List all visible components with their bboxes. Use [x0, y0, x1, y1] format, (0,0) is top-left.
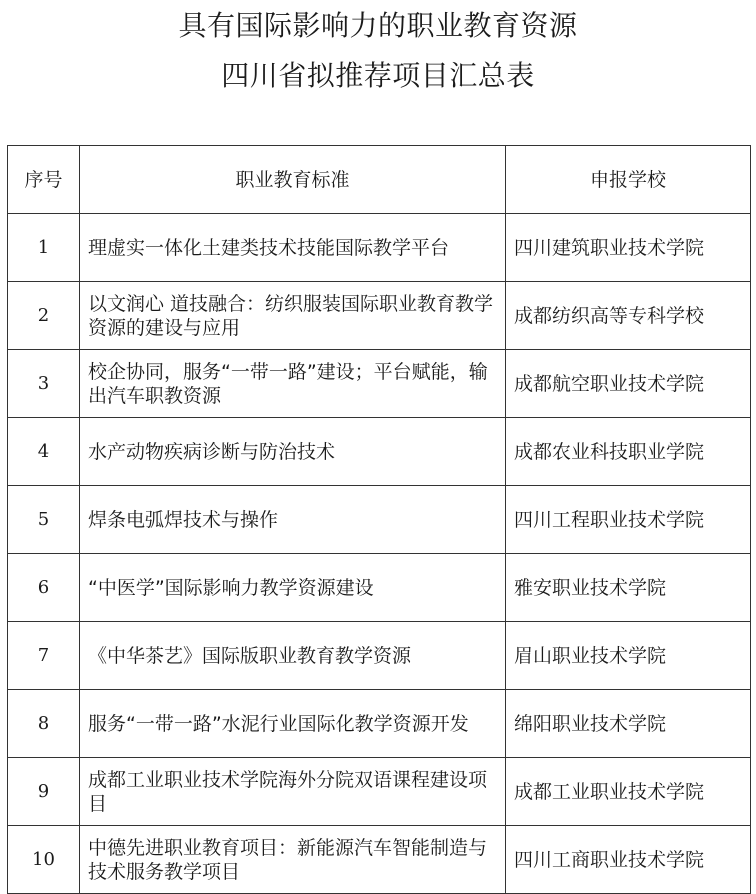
- table-row: [8, 554, 751, 622]
- row-number: 2: [8, 282, 80, 350]
- table-header-row: [8, 146, 751, 214]
- row-number: 10: [8, 826, 80, 894]
- table-row: [8, 350, 751, 418]
- row-number: 4: [8, 418, 80, 486]
- page-title-line-2: 四川省拟推荐项目汇总表: [221, 59, 535, 92]
- row-standard: “中医学”国际影响力教学资源建设: [80, 554, 506, 622]
- row-standard: 理虚实一体化土建类技术技能国际教学平台: [80, 214, 506, 282]
- table-row: [8, 282, 751, 350]
- row-standard: 中德先进职业教育项目：新能源汽车智能制造与技术服务教学项目: [80, 826, 506, 894]
- row-number: 3: [8, 350, 80, 418]
- header-standard: 职业教育标准: [80, 146, 506, 214]
- projects-table: [7, 145, 751, 894]
- row-standard: 焊条电弧焊技术与操作: [80, 486, 506, 554]
- row-school: 四川工程职业技术学院: [506, 486, 751, 554]
- table-row: [8, 486, 751, 554]
- table-row: [8, 214, 751, 282]
- table-row: [8, 758, 751, 826]
- table-row: [8, 690, 751, 758]
- row-school: 成都农业科技职业学院: [506, 418, 751, 486]
- row-number: 5: [8, 486, 80, 554]
- row-number: 9: [8, 758, 80, 826]
- header-number: 序号: [8, 146, 80, 214]
- row-standard: 成都工业职业技术学院海外分院双语课程建设项目: [80, 758, 506, 826]
- row-school: 眉山职业技术学院: [506, 622, 751, 690]
- row-number: 6: [8, 554, 80, 622]
- table-row: [8, 418, 751, 486]
- table-row: [8, 826, 751, 894]
- header-school: 申报学校: [506, 146, 751, 214]
- row-school: 成都纺织高等专科学校: [506, 282, 751, 350]
- row-standard: 服务“一带一路”水泥行业国际化教学资源开发: [80, 690, 506, 758]
- row-number: 7: [8, 622, 80, 690]
- row-school: 四川建筑职业技术学院: [506, 214, 751, 282]
- row-school: 四川工商职业技术学院: [506, 826, 751, 894]
- row-number: 8: [8, 690, 80, 758]
- row-school: 成都航空职业技术学院: [506, 350, 751, 418]
- row-school: 雅安职业技术学院: [506, 554, 751, 622]
- table-row: [8, 622, 751, 690]
- row-standard: 《中华茶艺》国际版职业教育教学资源: [80, 622, 506, 690]
- row-school: 绵阳职业技术学院: [506, 690, 751, 758]
- row-standard: 水产动物疾病诊断与防治技术: [80, 418, 506, 486]
- row-standard: 以文润心 道技融合：纺织服装国际职业教育教学资源的建设与应用: [80, 282, 506, 350]
- page-title-line-1: 具有国际影响力的职业教育资源: [178, 9, 578, 42]
- row-school: 成都工业职业技术学院: [506, 758, 751, 826]
- row-number: 1: [8, 214, 80, 282]
- row-standard: 校企协同，服务“一带一路”建设；平台赋能，输出汽车职教资源: [80, 350, 506, 418]
